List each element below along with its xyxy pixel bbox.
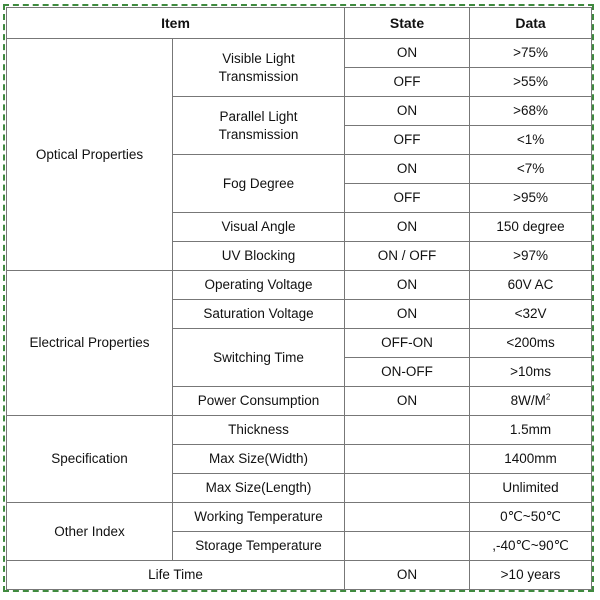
header-item: Item	[7, 8, 345, 39]
data-cell: >68%	[470, 97, 592, 126]
data-cell: >10ms	[470, 358, 592, 387]
data-cell: <32V	[470, 300, 592, 329]
data-cell: ,-40℃~90℃	[470, 532, 592, 561]
state-cell: ON / OFF	[345, 242, 470, 271]
data-cell: 1400mm	[470, 445, 592, 474]
label-switching-time: Switching Time	[173, 329, 345, 387]
data-cell: Unlimited	[470, 474, 592, 503]
table-row	[7, 503, 592, 532]
label-life-time: Life Time	[7, 561, 345, 590]
table-row	[7, 561, 592, 590]
data-cell: 0℃~50℃	[470, 503, 592, 532]
data-cell: 1.5mm	[470, 416, 592, 445]
label-uv-blocking: UV Blocking	[173, 242, 345, 271]
header-row	[7, 8, 592, 39]
data-cell: <7%	[470, 155, 592, 184]
label-max-size-length: Max Size(Length)	[173, 474, 345, 503]
header-data: Data	[470, 8, 592, 39]
state-cell	[345, 474, 470, 503]
data-cell: >97%	[470, 242, 592, 271]
state-cell	[345, 445, 470, 474]
group-specification: Specification	[7, 416, 173, 503]
group-optical-properties: Optical Properties	[7, 39, 173, 271]
state-cell: ON	[345, 271, 470, 300]
state-cell: OFF	[345, 68, 470, 97]
state-cell: ON	[345, 387, 470, 416]
data-cell: <1%	[470, 126, 592, 155]
state-cell: OFF	[345, 184, 470, 213]
group-electrical-properties: Electrical Properties	[7, 271, 173, 416]
label-parallel-light-transmission: Parallel Light Transmission	[173, 97, 345, 155]
label-working-temperature: Working Temperature	[173, 503, 345, 532]
data-cell: $8W/M^2$	[470, 387, 592, 416]
table-row	[7, 416, 592, 445]
label-max-size-width: Max Size(Width)	[173, 445, 345, 474]
state-cell	[345, 503, 470, 532]
state-cell: ON	[345, 39, 470, 68]
label-fog-degree: Fog Degree	[173, 155, 345, 213]
label-saturation-voltage: Saturation Voltage	[173, 300, 345, 329]
table-row	[7, 271, 592, 300]
data-cell: >95%	[470, 184, 592, 213]
data-cell: >10 years	[470, 561, 592, 590]
label-power-consumption: Power Consumption	[173, 387, 345, 416]
header-state: State	[345, 8, 470, 39]
state-cell: OFF	[345, 126, 470, 155]
state-cell: ON	[345, 155, 470, 184]
data-cell: >55%	[470, 68, 592, 97]
data-cell: <200ms	[470, 329, 592, 358]
state-cell: ON	[345, 97, 470, 126]
label-operating-voltage: Operating Voltage	[173, 271, 345, 300]
state-cell: ON	[345, 561, 470, 590]
spec-table	[6, 7, 592, 590]
state-cell: OFF-ON	[345, 329, 470, 358]
label-storage-temperature: Storage Temperature	[173, 532, 345, 561]
label-thickness: Thickness	[173, 416, 345, 445]
data-cell: >75%	[470, 39, 592, 68]
state-cell	[345, 416, 470, 445]
state-cell: ON-OFF	[345, 358, 470, 387]
data-cell: 60V AC	[470, 271, 592, 300]
state-cell	[345, 532, 470, 561]
state-cell: ON	[345, 300, 470, 329]
label-visual-angle: Visual Angle	[173, 213, 345, 242]
label-visible-light-transmission: Visible Light Transmission	[173, 39, 345, 97]
state-cell: ON	[345, 213, 470, 242]
group-other-index: Other Index	[7, 503, 173, 561]
table-row	[7, 39, 592, 68]
data-cell: 150 degree	[470, 213, 592, 242]
